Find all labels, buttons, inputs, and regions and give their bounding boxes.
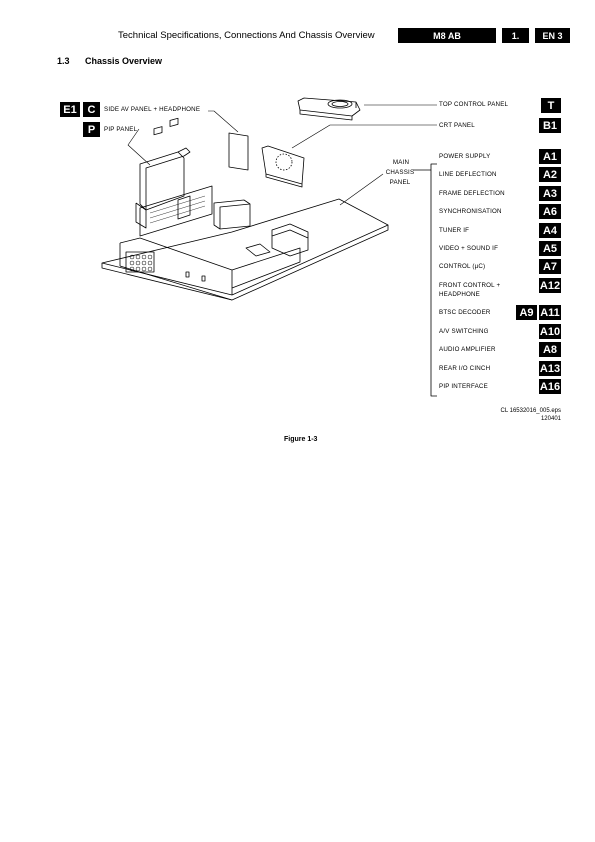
main-item-code: A13 [539, 362, 561, 375]
file-reference: CL 16532016_005.eps [500, 408, 561, 414]
main-item-label: TUNER IF [439, 227, 470, 234]
header-page-badge: EN 3 [535, 28, 570, 43]
main-item-code: A10 [539, 325, 561, 338]
header-chapter-badge: 1. [502, 28, 529, 43]
section-number: 1.3 [57, 56, 70, 66]
side-av-panel [229, 133, 248, 170]
header-model-badge: M8 AB [398, 28, 496, 43]
main-item-code: A1 [539, 149, 561, 164]
main-item-code: A8 [539, 342, 561, 357]
side-av-panel-label: SIDE AV PANEL + HEADPHONE [104, 106, 201, 113]
panel-code-p: P [83, 122, 100, 137]
main-item-code: A11 [540, 306, 560, 319]
main-item-label: VIDEO + SOUND IF [439, 245, 499, 252]
main-item-code: A4 [539, 223, 561, 238]
main-item-label: POWER SUPPLY [439, 153, 491, 160]
main-item-code: A16 [539, 380, 561, 393]
panel-code-c: C [83, 102, 100, 117]
main-item-code: A2 [539, 167, 561, 182]
main-item-label: REAR I/O CINCH [439, 365, 491, 372]
panel-code-t: T [541, 98, 561, 113]
crt-panel [262, 146, 304, 187]
top-control-panel-label: TOP CONTROL PANEL [439, 101, 509, 108]
section-title: Chassis Overview [85, 56, 163, 66]
main-item-label: PIP INTERFACE [439, 383, 488, 390]
crt-panel-label: CRT PANEL [439, 122, 475, 129]
main-item-code: A3 [539, 186, 561, 201]
main-item-code-secondary: A9 [516, 305, 537, 320]
main-chassis-label-line1: MAIN [392, 159, 410, 166]
figure-caption: Figure 1-3 [284, 436, 318, 443]
main-item-label: FRONT CONTROL + [439, 282, 501, 289]
main-item-label: AUDIO AMPLIFIER [439, 346, 496, 353]
main-item-label: FRAME DEFLECTION [439, 190, 505, 197]
header-title: Technical Specifications, Connections And Chassis Overview [118, 30, 375, 41]
main-item-code: A7 [539, 259, 561, 274]
main-item-label: BTSC DECODER [439, 309, 491, 316]
main-items-bracket [413, 164, 437, 396]
main-chassis-label-line2: CHASSIS [385, 169, 415, 176]
main-chassis-board [102, 186, 388, 300]
panel-code-b1: B1 [539, 118, 561, 133]
main-item-code: A6 [539, 204, 561, 219]
main-item-label-line2: HEADPHONE [439, 291, 480, 298]
main-item-label: CONTROL (µC) [439, 263, 486, 270]
top-control-panel [298, 98, 360, 120]
panel-code-e1: E1 [60, 102, 80, 117]
main-item-label: A/V SWITCHING [439, 328, 489, 335]
main-chassis-label-line3: PANEL [389, 179, 411, 186]
leader-lines [128, 105, 437, 205]
main-item-label: LINE DEFLECTION [439, 171, 497, 178]
main-item-code: A12 [539, 279, 561, 292]
pip-panel-label: PIP PANEL [104, 126, 138, 133]
pip-panel [136, 118, 190, 228]
main-item-label: SYNCHRONISATION [439, 208, 502, 215]
file-date: 120401 [540, 416, 561, 422]
main-item-code: A5 [539, 241, 561, 256]
